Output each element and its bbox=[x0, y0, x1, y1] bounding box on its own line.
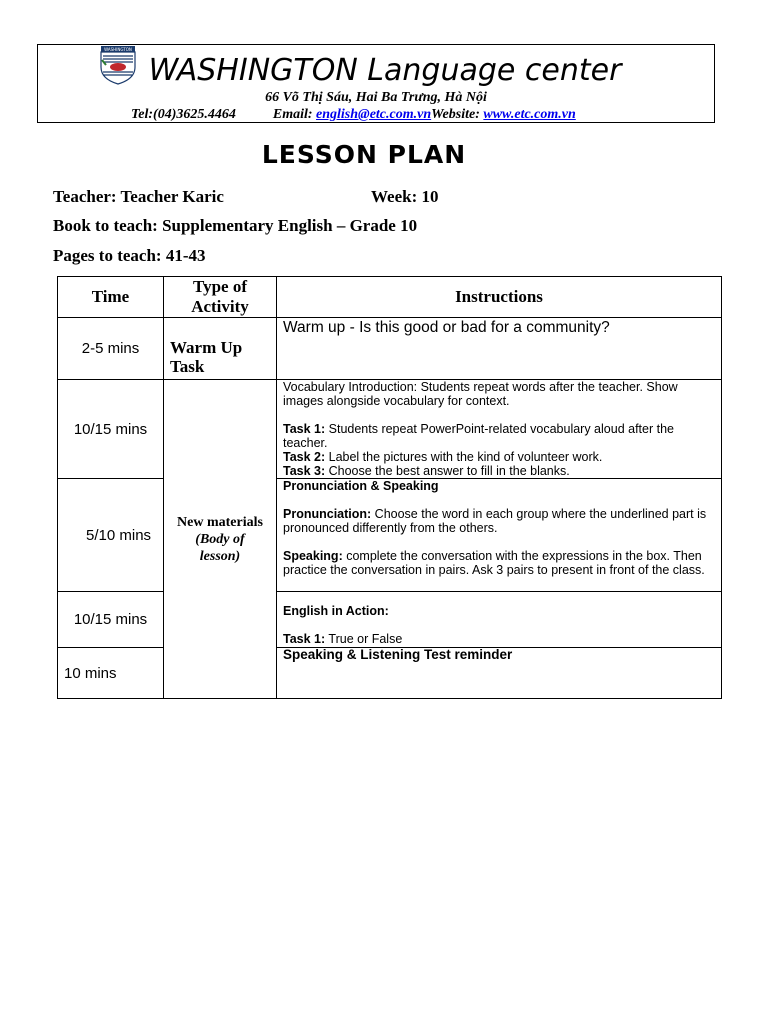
new-materials-label: New materials bbox=[177, 514, 263, 530]
activity-new-materials bbox=[164, 380, 277, 699]
tel: Tel:(04)3625.4464 bbox=[131, 107, 236, 122]
instruction-cell bbox=[277, 648, 722, 699]
table-row bbox=[58, 479, 722, 592]
email-link[interactable]: english@etc.com.vn bbox=[316, 107, 432, 122]
book-line: Book to teach: Supplementary English – Grade 10 bbox=[53, 216, 418, 235]
instruction-cell: Warm up - Is this good or bad for a community? bbox=[277, 318, 722, 380]
lesson-plan-title: LESSON PLAN bbox=[261, 140, 467, 169]
time-cell: 2-5 mins bbox=[58, 318, 164, 380]
activity-warm-up: Warm Up Task bbox=[164, 318, 277, 380]
center-address: 66 Võ Thị Sáu, Hai Ba Trưng, Hà Nội bbox=[265, 90, 487, 105]
table-row bbox=[58, 648, 722, 699]
header-instructions: Instructions bbox=[277, 277, 722, 318]
email-label: Email: bbox=[272, 107, 317, 122]
teacher-line: Teacher: Teacher Karic bbox=[53, 187, 224, 206]
time-cell: 10/15 mins bbox=[58, 380, 164, 479]
table-row bbox=[58, 592, 722, 648]
header-activity: Type of Activity bbox=[164, 277, 277, 318]
body-of-lesson-label-2: lesson) bbox=[199, 548, 241, 564]
instruction-cell bbox=[277, 592, 722, 648]
header-box bbox=[37, 44, 715, 123]
svg-text:WASHINGTON: WASHINGTON bbox=[104, 47, 132, 52]
instruction-cell bbox=[277, 479, 722, 592]
task-1: Task 1: Students repeat PowerPoint-related vocabulary aloud after the teacher. bbox=[283, 422, 674, 450]
time-cell: 10 mins bbox=[58, 648, 164, 699]
week-line: Week: 10 bbox=[371, 187, 439, 206]
speaking-task: Speaking: complete the conversation with the expressions in the box. Then practice the conversation in pairs. Ask 3 pairs to present in front of the class. bbox=[283, 549, 705, 577]
body-of-lesson-label-1: (Body of bbox=[195, 531, 245, 547]
test-reminder: Speaking & Listening Test reminder bbox=[283, 647, 513, 662]
pronunciation-heading: Pronunciation & Speaking bbox=[283, 479, 439, 493]
center-name: WASHINGTON Language center bbox=[148, 53, 622, 88]
table-row bbox=[58, 380, 722, 479]
task-2: Task 2: Label the pictures with the kind of volunteer work. bbox=[283, 450, 603, 464]
english-in-action-heading: English in Action: bbox=[283, 604, 389, 618]
header-time: Time bbox=[58, 277, 164, 318]
task-3: Task 3: Choose the best answer to fill in the blanks. bbox=[283, 464, 570, 478]
website-label: Website: bbox=[431, 107, 484, 122]
instruction-cell bbox=[277, 380, 722, 479]
pages-line: Pages to teach: 41-43 bbox=[53, 246, 206, 265]
true-false-task: Task 1: True or False bbox=[283, 632, 403, 646]
lesson-plan-table bbox=[57, 276, 722, 699]
time-cell: 10/15 mins bbox=[58, 592, 164, 648]
contact-line bbox=[131, 107, 576, 123]
table-header-row bbox=[58, 277, 722, 318]
time-cell: 5/10 mins bbox=[58, 479, 164, 592]
website-link[interactable]: www.etc.com.vn bbox=[483, 107, 576, 122]
table-row bbox=[58, 318, 722, 380]
pronunciation-task: Pronunciation: Choose the word in each group where the underlined part is pronounced differently from the others. bbox=[283, 507, 707, 535]
vocab-intro: Vocabulary Introduction: Students repeat words after the teacher. Show images alongside vocabulary for context. bbox=[283, 380, 678, 408]
